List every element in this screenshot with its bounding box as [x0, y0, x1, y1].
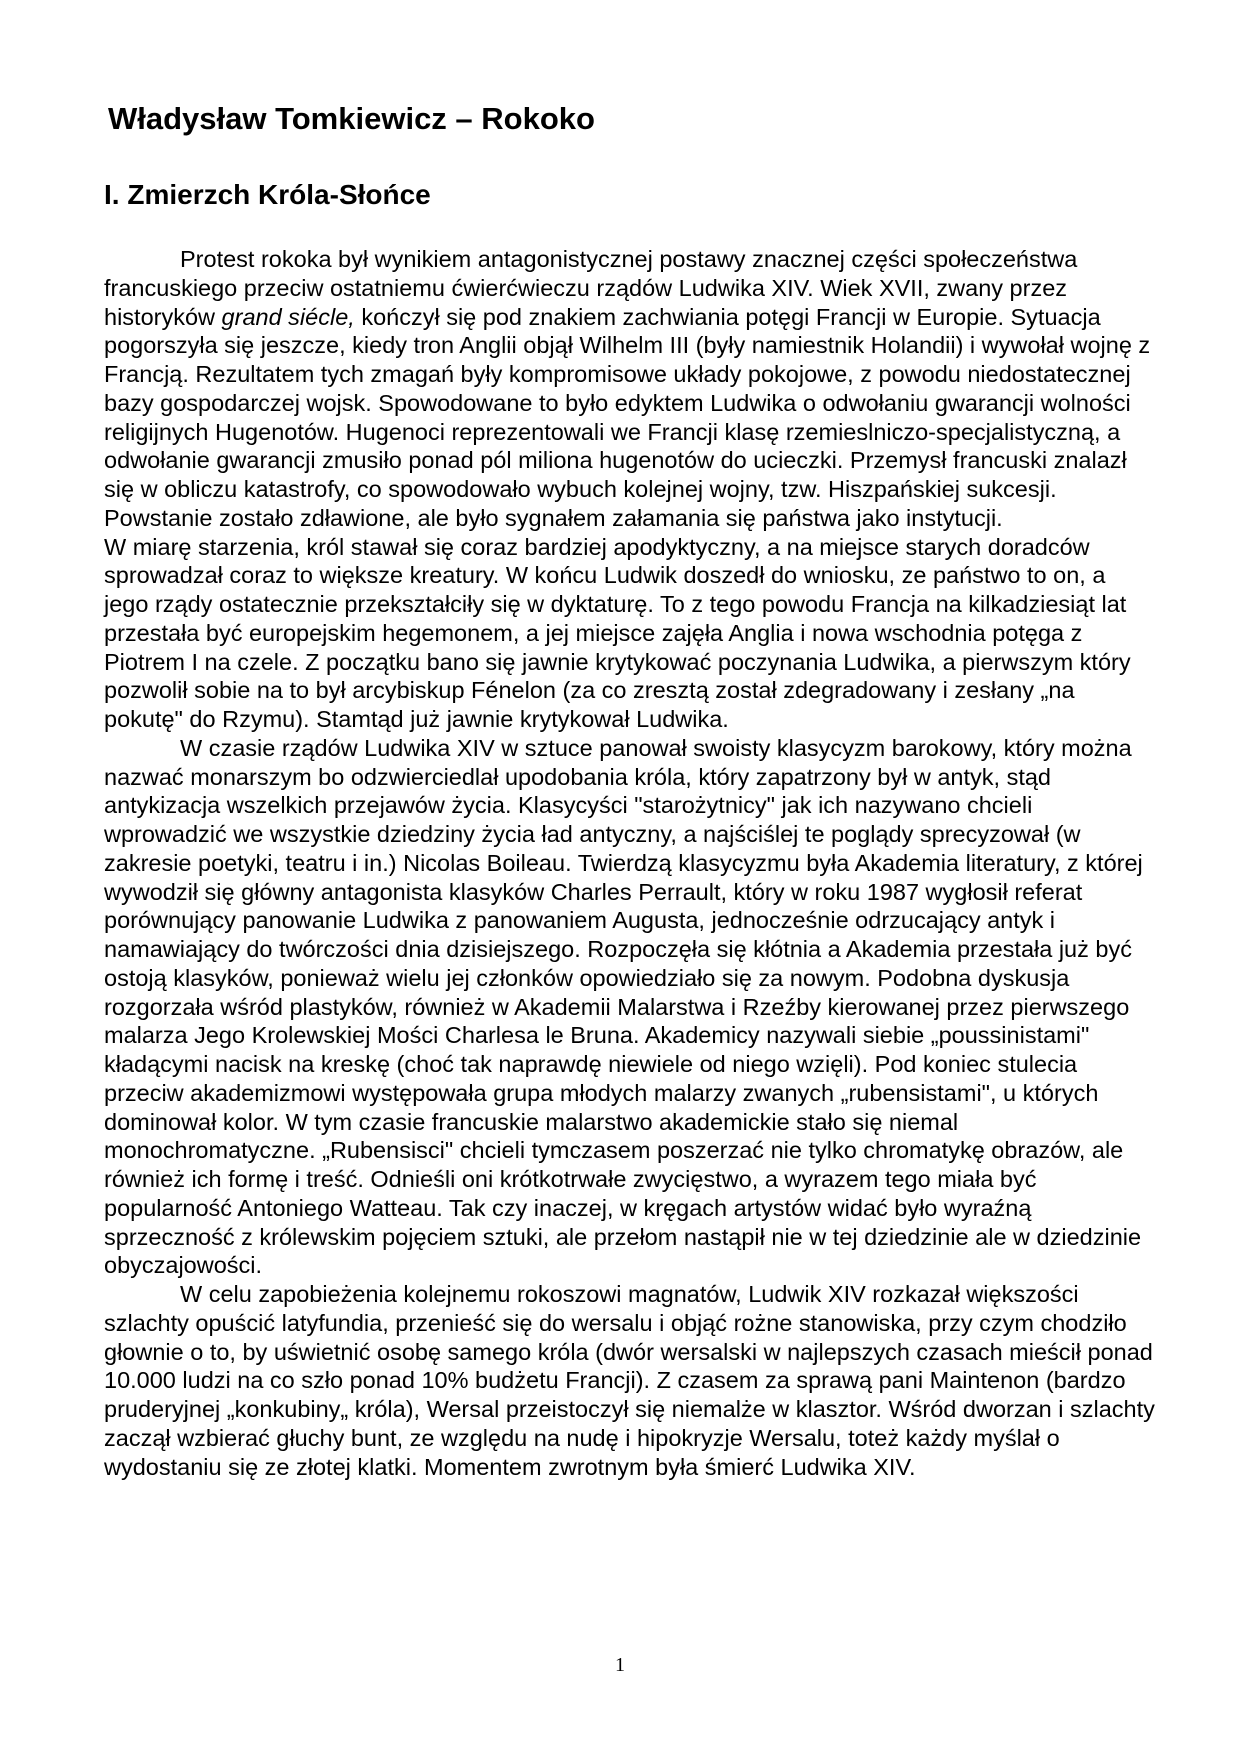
page-number: 1: [615, 1654, 625, 1676]
paragraph-4: W celu zapobieżenia kolejnemu rokoszowi magnatów, Ludwik XIV rozkazał większości szlachty opuścić latyfundia, przenieść się do wersalu i objąć rożne stanowiska, przy czym chodziło głownie o to, by uświetnić osobę samego króla (dwór wersalski w najlepszych czasach mieścił ponad 10.000 ludzi na co szło ponad 10% budżetu Francji). Z czasem za sprawą pani Maintenon (bardzo pruderyjnej „konkubiny„ króla), Wersal przeistoczył się niemalże w klasztor. Wśród dworzan i szlachty zaczął wzbierać głuchy bunt, ze względu na nudę i hipokryzje Wersalu, toteż każdy myślał o wydostaniu się ze złotej klatki. Momentem zwrotnym była śmierć Ludwika XIV.: [104, 1281, 1155, 1480]
document-title: Władysław Tomkiewicz – Rokoko: [108, 101, 595, 136]
section-heading: I. Zmierzch Króla-Słońce: [104, 179, 431, 210]
paragraph-1-text-end: kończył się pod znakiem zachwiania potęgi Francji w Europie. Sytuacja pogorszyła się jeszcze, kiedy tron Anglii objął Wilhelm III (były namiestnik Holandii) i wywołał wojnę z Francją. Rezultatem tych zmagań były kompromisowe układy pokojowe, z powodu niedostatecznej bazy gospodarczej wojsk. Spowodowane to było edyktem Ludwika o odwołaniu gwarancji wolności religijnych Hugenotów. Hugenoci reprezentowali we Francji klasę rzemieslniczo-specjalistyczną, a odwołanie gwarancji zmusiło ponad pól miliona hugenotów do ucieczki. Przemysł francuski znalazł się w obliczu katastrofy, co spowodowało wybuch kolejnej wojny, tzw. Hiszpańskiej sukcesji. Powstanie zostało zdławione, ale było sygnałem załamania się państwa jako instytucji.: [104, 303, 1151, 531]
document-body: [104, 245, 1156, 1481]
paragraph-1-text-start: Protest rokoka był wynikiem antagonistycznej postawy znacznej części społeczeństwa francuskiego przeciw ostatniemu ćwierćwieczu rządów Ludwika XIV. Wiek XVII, zwany przez historyków: [104, 246, 1078, 330]
paragraph-1-italic-phrase: grand siécle,: [221, 303, 355, 330]
paragraph-1: [104, 245, 1156, 533]
paragraph-3: W czasie rządów Ludwika XIV w sztuce panował swoisty klasycyzm barokowy, który można nazwać monarszym bo odzwierciedlał upodobania króla, który zapatrzony był w antyk, stąd antykizacja wszelkich przejawów życia. Klasycyści "starożytnicy" jak ich nazywano chcieli wprowadzić we wszystkie dziedziny życia ład antyczny, a najściślej te poglądy sprecyzował (w zakresie poetyki, teatru i in.) Nicolas Boileau. Twierdzą klasycyzmu była Akademia literatury, z której wywodził się główny antagonista klasyków Charles Perrault, który w roku 1987 wygłosił referat porównujący panowanie Ludwika z panowaniem Augusta, jednocześnie odrzucający antyk i namawiający do twórczości dnia dzisiejszego. Rozpoczęła się kłótnia a Akademia przestała już być ostoją klasyków, ponieważ wielu jej członków opowiedziało się za nowym. Podobna dyskusja rozgorzała wśród plastyków, również w Akademii Malarstwa i Rzeźby kierowanej przez pierwszego malarza Jego Krolewskiej Mości Charlesa le Bruna. Akademicy nazywali siebie „poussinistami" kładącymi nacisk na kreskę (choć tak naprawdę niewiele od niego wzięli). Pod koniec stulecia przeciw akademizmowi występowała grupa młodych malarzy zwanych „rubensistami", u których dominował kolor. W tym czasie francuskie malarstwo akademickie stało się niemal monochromatyczne. „Rubensisci" chcieli tymczasem poszerzać nie tylko chromatykę obrazów, ale również ich formę i treść. Odnieśli oni krótkotrwałe zwycięstwo, a wyrazem tego miała być popularność Antoniego Watteau. Tak czy inaczej, w kręgach artystów widać było wyraźną sprzeczność z królewskim pojęciem sztuki, ale przełom nastąpił nie w tej dziedzinie ale w dziedzinie obyczajowości.: [104, 734, 1143, 1279]
paragraph-2: W miarę starzenia, król stawał się coraz bardziej apodyktyczny, a na miejsce starych doradców sprowadzał coraz to większe kreatury. W końcu Ludwik doszedł do wniosku, ze państwo to on, a jego rządy ostatecznie przekształciły się w dyktaturę. To z tego powodu Francja na kilkadziesiąt lat przestała być europejskim hegemonem, a jej miejsce zajęła Anglia i nowa wschodnia potęga z Piotrem I na czele. Z początku bano się jawnie krytykować poczynania Ludwika, a pierwszym który pozwolił sobie na to był arcybiskup Fénelon (za co zresztą został zdegradowany i zesłany „na pokutę" do Rzymu). Stamtąd już jawnie krytykował Ludwika.: [104, 533, 1131, 732]
